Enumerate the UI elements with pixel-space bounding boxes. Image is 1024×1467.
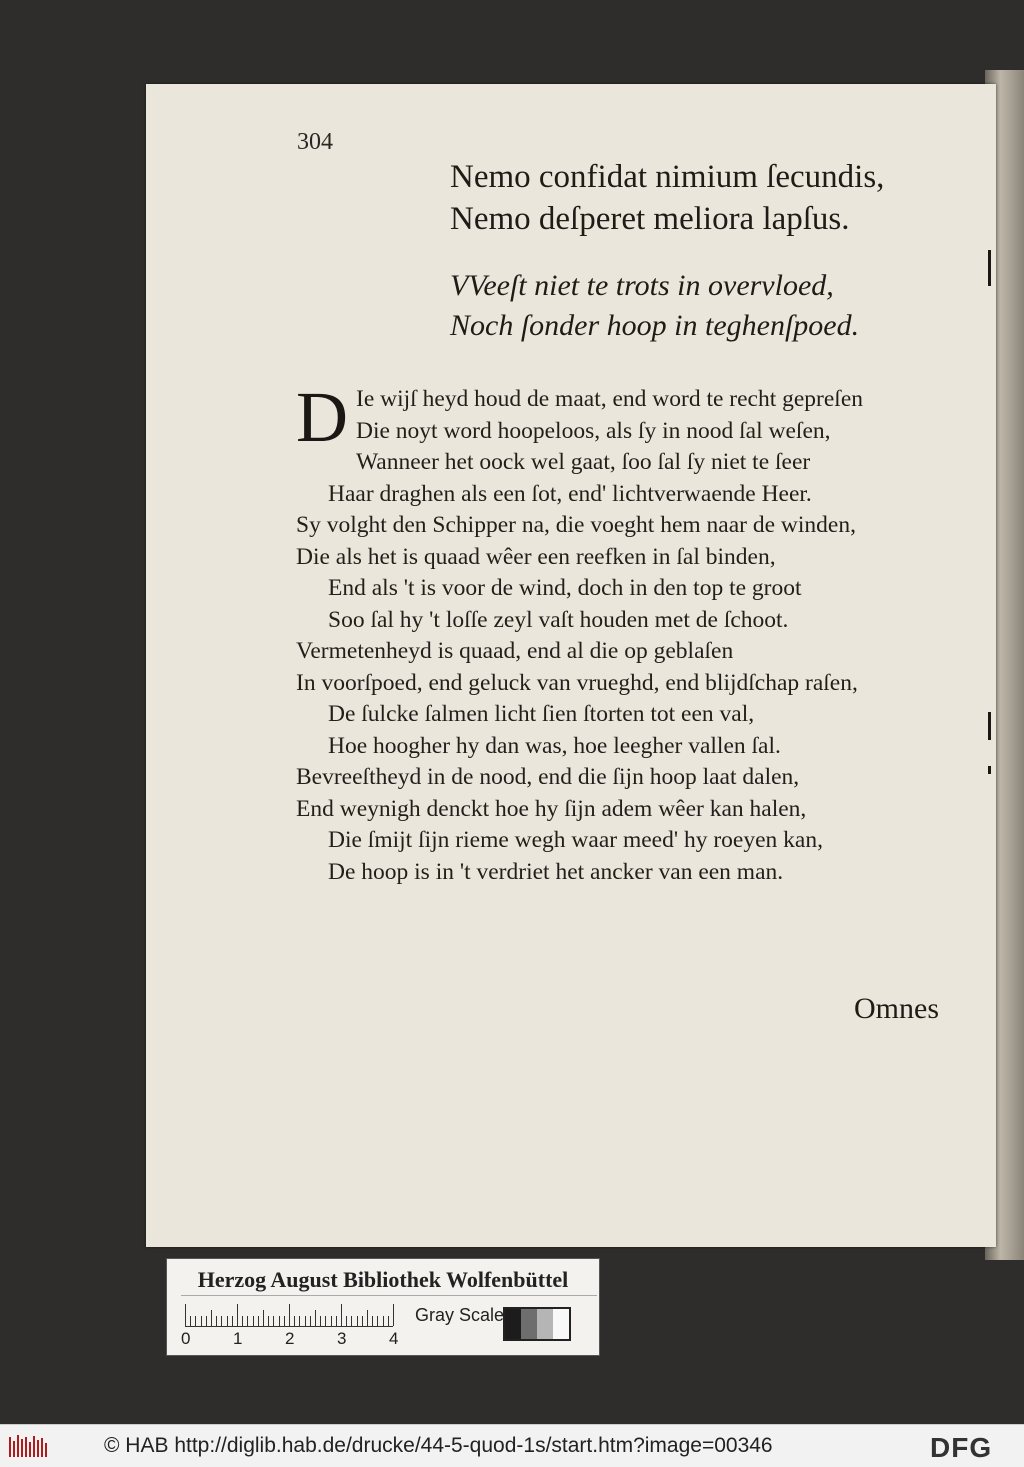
drop-cap: D <box>296 377 348 457</box>
latin-motto-line: Nemo confidat nimium ſecundis, <box>450 159 885 195</box>
ruler-tick <box>242 1316 243 1326</box>
ruler-tick <box>279 1316 280 1326</box>
ruler-tick <box>201 1316 202 1326</box>
ruler-tick <box>221 1316 222 1326</box>
ruler-tick <box>273 1316 274 1326</box>
ruler-tick <box>227 1316 228 1326</box>
ruler-tick <box>372 1316 373 1326</box>
ruler-tick <box>331 1316 332 1326</box>
gray-swatch <box>521 1309 537 1339</box>
poem-line: End als 't is voor de wind, doch in den top te groot <box>328 575 802 601</box>
ruler-tick <box>299 1316 300 1326</box>
ruler-tick <box>388 1316 389 1326</box>
ruler-tick <box>263 1310 264 1326</box>
ruler-tick <box>258 1316 259 1326</box>
ruler-tick <box>216 1316 217 1326</box>
ruler-tick <box>195 1316 196 1326</box>
ruler-tick <box>206 1316 207 1326</box>
ruler-tick <box>211 1310 212 1326</box>
poem-line: Die noyt word hoopeloos, als ſy in nood ſal weſen, <box>356 417 831 444</box>
ruler-number: 0 <box>181 1329 191 1348</box>
ruler-tick <box>185 1304 186 1326</box>
ruler-ticks <box>185 1305 393 1327</box>
gray-swatch <box>537 1309 553 1339</box>
ruler-tick <box>284 1316 285 1326</box>
ruler-number: 3 <box>337 1329 347 1348</box>
ruler-tick <box>289 1304 290 1326</box>
ruler-number: 2 <box>285 1329 295 1348</box>
gray-scale-label: Gray Scale <box>415 1305 505 1325</box>
poem <box>296 377 976 888</box>
ruler-tick <box>253 1316 254 1326</box>
ruler-number: 1 <box>233 1329 243 1348</box>
color-scale-ruler <box>166 1258 600 1356</box>
latin-motto <box>450 156 990 240</box>
footer-bar <box>0 1424 1024 1467</box>
poem-line: Ie wijſ heyd houd de maat, end word te recht gepreſen <box>356 386 864 412</box>
catchword: Omnes <box>854 992 939 1025</box>
poem-line: Sy volght den Schipper na, die voeght hem naar de winden, <box>296 512 856 538</box>
poem-line: Hoe hoogher hy dan was, hoe leegher vallen ſal. <box>328 732 781 759</box>
dfg-logo: DFG <box>930 1432 993 1463</box>
ruler-tick <box>305 1316 306 1326</box>
poem-line: Soo ſal hy 't loſſe zeyl vaſt houden met de ſchoot. <box>328 606 789 633</box>
ruler-tick <box>346 1316 347 1326</box>
ruler-tick <box>377 1316 378 1326</box>
ruler-tick <box>383 1316 384 1326</box>
ruler-number: 4 <box>389 1329 399 1348</box>
ruler-tick <box>393 1304 394 1326</box>
ruler-tick <box>232 1316 233 1326</box>
ruler-title: Herzog August Bibliothek Wolfenbüttel <box>197 1267 569 1292</box>
ruler-tick <box>351 1316 352 1326</box>
page-number: 304 <box>297 129 333 155</box>
dutch-motto-line: Noch ſonder hoop in teghenſpoed. <box>450 309 860 342</box>
ruler-tick <box>367 1310 368 1326</box>
hab-logo-icon <box>8 1433 48 1461</box>
ruler-tick <box>336 1316 337 1326</box>
dutch-motto <box>450 266 990 346</box>
poem-line: Die ſmijt ſijn rieme wegh waar meed' hy roeyen kan, <box>328 827 823 853</box>
copyright-url[interactable]: © HAB http://diglib.hab.de/drucke/44-5-quod-1s/start.htm?image=00346 <box>104 1434 773 1457</box>
dutch-motto-line: VVeeſt niet te trots in overvloed, <box>450 269 834 302</box>
ruler-tick <box>315 1310 316 1326</box>
poem-line: Wanneer het oock wel gaat, ſoo ſal ſy niet te ſeer <box>356 449 811 475</box>
margin-mark <box>988 766 991 774</box>
ruler-tick <box>247 1316 248 1326</box>
poem-line: Bevreeſtheyd in de nood, end die ſijn hoop laat dalen, <box>296 764 800 790</box>
poem-line: In voorſpoed, end geluck van vrueghd, end blijdſchap raſen, <box>296 669 858 696</box>
gray-scale-swatches <box>503 1307 571 1341</box>
poem-line: De ſulcke ſalmen licht ſien ſtorten tot een val, <box>328 701 755 727</box>
poem-line: Vermetenheyd is quaad, end al die op geblaſen <box>296 638 734 664</box>
ruler-tick <box>362 1316 363 1326</box>
ruler-tick <box>294 1316 295 1326</box>
poem-line: Haar draghen als een ſot, end' lichtverwaende Heer. <box>328 480 812 507</box>
latin-motto-line: Nemo deſperet meliora lapſus. <box>450 201 850 237</box>
ruler-divider <box>181 1295 597 1296</box>
ruler-tick <box>320 1316 321 1326</box>
ruler-tick <box>341 1304 342 1326</box>
ruler-tick <box>325 1316 326 1326</box>
margin-mark <box>988 250 991 286</box>
book-page <box>146 84 996 1247</box>
poem-lines <box>296 377 976 888</box>
margin-mark <box>988 712 991 740</box>
ruler-tick <box>237 1304 238 1326</box>
gray-swatch <box>505 1309 521 1339</box>
ruler-tick <box>268 1316 269 1326</box>
ruler-tick <box>357 1316 358 1326</box>
poem-line: De hoop is in 't verdriet het ancker van een man. <box>328 858 784 885</box>
poem-line: Die als het is quaad wêer een reefken in ſal binden, <box>296 543 776 570</box>
ruler-tick <box>190 1316 191 1326</box>
poem-line: End weynigh denckt hoe hy ſijn adem wêer kan halen, <box>296 795 807 822</box>
gray-swatch <box>553 1309 569 1339</box>
ruler-tick <box>310 1316 311 1326</box>
